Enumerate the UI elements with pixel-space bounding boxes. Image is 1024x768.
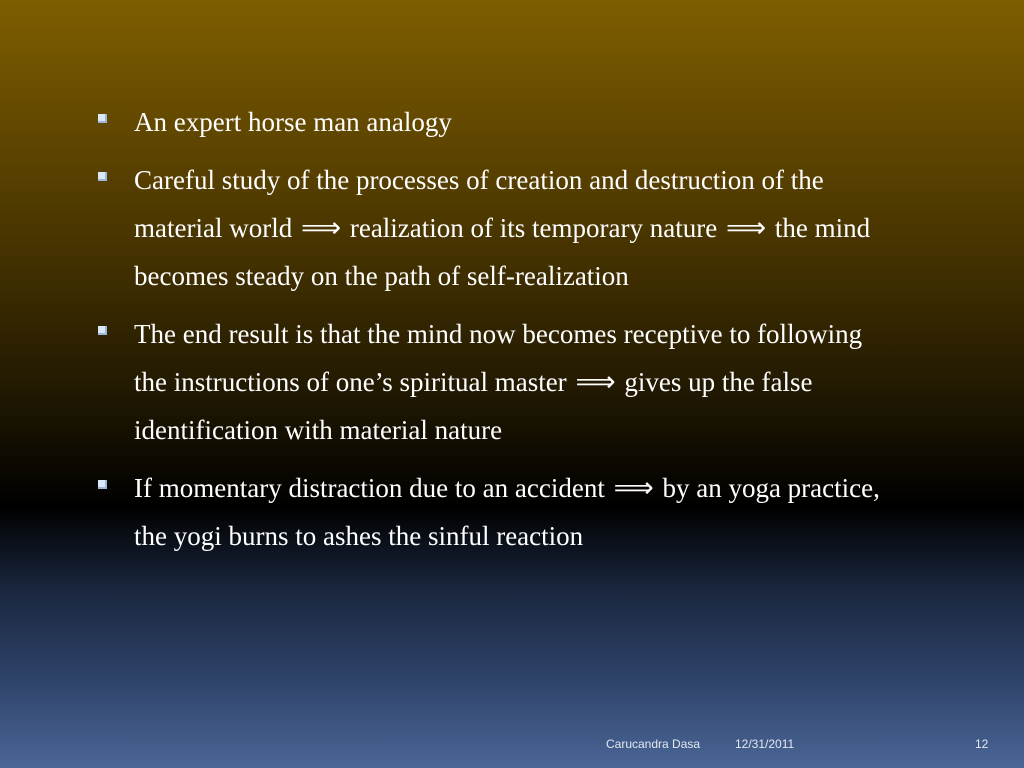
- bullet-item: [96, 156, 976, 300]
- bullet-text-line: the yogi burns to ashes the sinful reaction: [134, 521, 584, 551]
- implies-arrow-icon: ⟹: [300, 211, 342, 244]
- square-bullet-icon: [98, 480, 107, 489]
- implies-arrow-icon: ⟹: [725, 211, 767, 244]
- bullet-item: [96, 310, 976, 454]
- footer-author: Carucandra Dasa: [606, 737, 701, 751]
- square-bullet-icon: [98, 326, 107, 335]
- bullet-text-line: Careful study of the processes of creation and destruction of the: [134, 165, 824, 195]
- implies-arrow-icon: ⟹: [575, 365, 616, 398]
- bullet-text-line: identification with material nature: [134, 415, 503, 445]
- footer-date: 12/31/2011: [735, 737, 795, 751]
- bullet-text-line: becomes steady on the path of self-realization: [134, 261, 629, 291]
- bullet-item: [96, 98, 976, 146]
- bullet-text-line: If momentary distraction due to an accident ⟹ by an yoga practice,: [134, 471, 880, 504]
- implies-arrow-icon: ⟹: [613, 471, 654, 504]
- square-bullet-icon: [98, 114, 107, 123]
- bullet-list: [96, 98, 976, 570]
- bullet-text-line: The end result is that the mind now becomes receptive to following: [134, 319, 863, 349]
- slide-number: 12: [975, 737, 989, 751]
- bullet-text-line: material world ⟹ realization of its temporary nature ⟹ the mind: [134, 211, 871, 244]
- square-bullet-icon: [98, 172, 107, 181]
- bullet-item: [96, 464, 976, 560]
- bullet-text-line: An expert horse man analogy: [134, 107, 452, 137]
- bullet-text-line: the instructions of one’s spiritual master ⟹ gives up the false: [134, 365, 813, 398]
